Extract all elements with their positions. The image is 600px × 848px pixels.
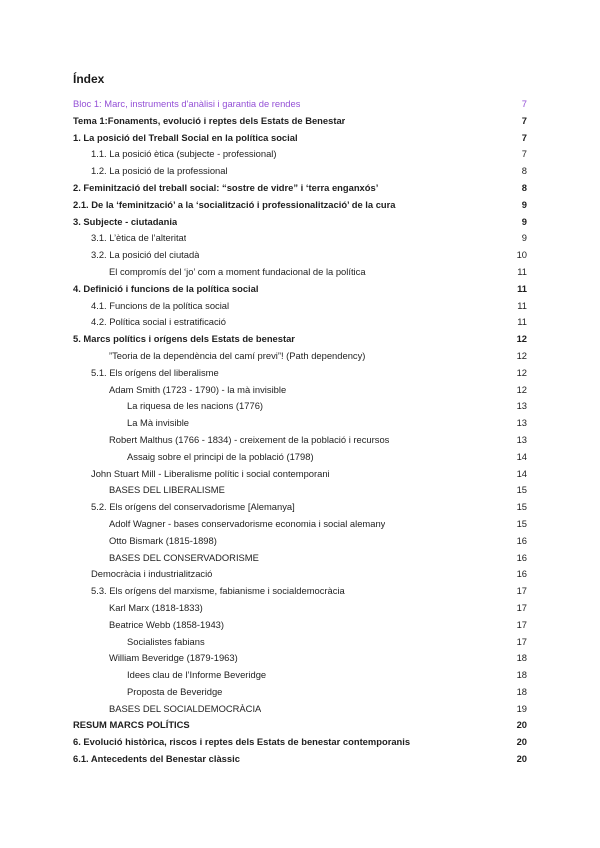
toc-entry-page: 14	[516, 467, 527, 479]
toc-entry-label: Democràcia i industrialització	[91, 568, 213, 580]
toc-entry-page: 11	[517, 265, 527, 277]
toc-entry-page: 20	[516, 753, 527, 765]
toc-entry-path-dependency[interactable]	[0, 348, 600, 365]
toc-entry-page: 13	[516, 417, 527, 429]
toc-entry-label: Robert Malthus (1766 - 1834) - creixement de la població i recursos	[109, 433, 390, 445]
toc-entry-label: 6. Evolució històrica, riscos i reptes dels Estats de benestar contemporanis	[73, 736, 411, 748]
toc-entry-5-1[interactable]	[0, 365, 600, 382]
toc-entry-page: 7	[521, 98, 527, 109]
toc-entry-adam-smith[interactable]	[0, 382, 600, 399]
toc-entry-william-beveridge[interactable]	[0, 650, 600, 667]
toc-entry-2[interactable]	[0, 180, 600, 197]
toc-entry-label: 5.2. Els orígens del conservadorisme [Alemanya]	[91, 501, 295, 513]
toc-entry-label: BASES DEL SOCIALDEMOCRÀCIA	[109, 702, 262, 714]
toc-entry-label: Karl Marx (1818-1833)	[109, 601, 203, 613]
toc-entry-2-1[interactable]	[0, 197, 600, 214]
toc-entry-label: Assaig sobre el principi de la població (1798)	[127, 450, 314, 462]
toc-entry-label: Bloc 1: Marc, instruments d'anàlisi i garantia de rendes	[73, 98, 301, 109]
toc-entry-label: 3.2. La posició del ciutadà	[91, 249, 200, 261]
toc-entry-resum[interactable]	[0, 717, 600, 734]
toc-entry-page: 15	[516, 517, 527, 529]
toc-entry-3-1[interactable]	[0, 230, 600, 247]
toc-entry-ma-invisible[interactable]	[0, 415, 600, 432]
toc-entry-label: 2. Feminització del treball social: “sostre de vidre” i ‘terra enganxós’	[73, 181, 379, 193]
toc-entry-label: La riquesa de les nacions (1776)	[127, 400, 264, 412]
toc-entry-page: 13	[516, 433, 527, 445]
toc-entry-label: Proposta de Beveridge	[127, 685, 223, 697]
toc-entry-page: 17	[516, 618, 527, 630]
toc-entry-label: Beatrice Webb (1858-1943)	[109, 618, 224, 630]
toc-entry-6-1[interactable]	[0, 751, 600, 768]
toc-entry-page: 19	[516, 702, 527, 714]
toc-entry-5-2[interactable]	[0, 499, 600, 516]
toc-entry-idees-informe[interactable]	[0, 667, 600, 684]
toc-entry-label: 5.1. Els orígens del liberalisme	[91, 366, 219, 378]
toc-entry-label: 3.1. L’ètica de l’alteritat	[91, 232, 187, 244]
toc-entry-page: 12	[516, 366, 527, 378]
toc-entry-socialistes-fabians[interactable]	[0, 634, 600, 651]
toc-entry-page: 7	[521, 131, 527, 143]
toc-entry-page: 12	[516, 349, 527, 361]
toc-entry-page: 16	[516, 551, 527, 563]
toc-entry-democracia[interactable]	[0, 566, 600, 583]
toc-entry-label: 6.1. Antecedents del Benestar clàssic	[73, 753, 240, 765]
toc-entry-page: 18	[516, 685, 527, 697]
toc-entry-1-2[interactable]	[0, 163, 600, 180]
toc-entry-label: BASES DEL LIBERALISME	[109, 484, 225, 496]
toc-entry-label: 1.1. La posició ètica (subjecte - professional)	[91, 148, 277, 160]
toc-entry-1-1[interactable]	[0, 146, 600, 163]
toc-entry-1[interactable]	[0, 130, 600, 147]
toc-entry-page: 9	[521, 198, 527, 210]
toc-entry-otto-bismark[interactable]	[0, 533, 600, 550]
toc-entry-page: 7	[521, 114, 527, 126]
toc-entry-page: 16	[516, 534, 527, 546]
toc-entry-label: 1. La posició del Treball Social en la política social	[73, 131, 298, 143]
toc-entry-page: 9	[521, 215, 527, 227]
toc-entry-page: 12	[516, 333, 527, 345]
toc-entry-proposta-beveridge[interactable]	[0, 684, 600, 701]
toc-entry-label: 4. Definició i funcions de la política social	[73, 282, 259, 294]
toc-entry-label: ”Teoria de la dependència del camí previ”! (Path dependency)	[109, 349, 366, 361]
toc-entry-page: 13	[516, 400, 527, 412]
toc-entry-label: 5.3. Els orígens del marxisme, fabianisme i socialdemocràcia	[91, 585, 345, 597]
toc-entry-page: 11	[517, 282, 527, 294]
toc-entry-page: 8	[521, 165, 527, 177]
toc-entry-page: 7	[521, 148, 527, 160]
toc-entry-page: 16	[516, 568, 527, 580]
toc-entry-label: John Stuart Mill - Liberalisme polític i social contemporani	[91, 467, 330, 479]
table-of-contents	[0, 96, 600, 768]
toc-entry-label: 4.2. Política social i estratificació	[91, 316, 226, 328]
toc-entry-page: 11	[517, 316, 527, 328]
toc-entry-label: BASES DEL CONSERVADORISME	[109, 551, 259, 563]
toc-entry-page: 17	[516, 635, 527, 647]
toc-entry-label: Adam Smith (1723 - 1790) - la mà invisible	[109, 383, 287, 395]
toc-entry-label: Otto Bismark (1815-1898)	[109, 534, 217, 546]
toc-entry-assaig-poblacio[interactable]	[0, 449, 600, 466]
toc-entry-page: 10	[516, 249, 527, 261]
toc-entry-label: 4.1. Funcions de la política social	[91, 299, 230, 311]
toc-entry-page: 12	[516, 383, 527, 395]
toc-entry-label: RESUM MARCS POLÍTICS	[73, 719, 190, 731]
toc-entry-label: 5. Marcs polítics i orígens dels Estats de benestar	[73, 333, 295, 345]
toc-entry-adolf-wagner[interactable]	[0, 516, 600, 533]
toc-entry-karl-marx[interactable]	[0, 600, 600, 617]
toc-entry-page: 15	[516, 501, 527, 513]
toc-entry-bases-socialdemocracia[interactable]	[0, 701, 600, 718]
toc-entry-page: 8	[521, 181, 527, 193]
toc-entry-label: 3. Subjecte - ciutadania	[73, 215, 178, 227]
toc-entry-beatrice-webb[interactable]	[0, 617, 600, 634]
toc-entry-label: Tema 1:Fonaments, evolució i reptes dels Estats de Benestar	[73, 114, 346, 126]
toc-entry-tema-1[interactable]	[0, 113, 600, 130]
toc-entry-label: Adolf Wagner - bases conservadorisme economia i social alemany	[109, 517, 386, 529]
toc-entry-3[interactable]	[0, 214, 600, 231]
toc-entry-page: 14	[516, 450, 527, 462]
toc-entry-page: 15	[516, 484, 527, 496]
toc-entry-page: 18	[516, 669, 527, 681]
toc-entry-bases-conservadorisme[interactable]	[0, 550, 600, 567]
toc-entry-robert-malthus[interactable]	[0, 432, 600, 449]
toc-entry-label: 1.2. La posició de la professional	[91, 165, 228, 177]
toc-entry-bloc-1[interactable]	[0, 96, 600, 113]
toc-entry-page: 17	[516, 601, 527, 613]
toc-entry-page: 20	[516, 719, 527, 731]
toc-entry-page: 11	[517, 299, 527, 311]
toc-entry-3-2[interactable]	[0, 247, 600, 264]
toc-entry-5[interactable]	[0, 331, 600, 348]
toc-entry-compromis-jo[interactable]	[0, 264, 600, 281]
toc-entry-4[interactable]	[0, 281, 600, 298]
toc-entry-john-stuart-mill[interactable]	[0, 466, 600, 483]
index-title: Índex	[73, 72, 105, 86]
toc-entry-label: William Beveridge (1879-1963)	[109, 652, 238, 664]
toc-entry-bases-liberalisme[interactable]	[0, 482, 600, 499]
toc-entry-4-1[interactable]	[0, 298, 600, 315]
toc-entry-6[interactable]	[0, 734, 600, 751]
toc-entry-label: La Mà invisible	[127, 417, 190, 429]
toc-entry-page: 20	[516, 736, 527, 748]
toc-entry-riquesa-nacions[interactable]	[0, 398, 600, 415]
toc-entry-5-3[interactable]	[0, 583, 600, 600]
toc-entry-page: 17	[516, 585, 527, 597]
toc-entry-label: El compromís del ‘jo’ com a moment fundacional de la política	[109, 265, 366, 277]
toc-entry-label: Socialistes fabians	[127, 635, 205, 647]
toc-entry-label: 2.1. De la ‘feminització’ a la ‘socialització i professionalització’ de la cura	[73, 198, 396, 210]
toc-entry-label: Idees clau de l’Informe Beveridge	[127, 669, 267, 681]
toc-entry-page: 18	[516, 652, 527, 664]
toc-entry-4-2[interactable]	[0, 314, 600, 331]
toc-entry-page: 9	[521, 232, 527, 244]
